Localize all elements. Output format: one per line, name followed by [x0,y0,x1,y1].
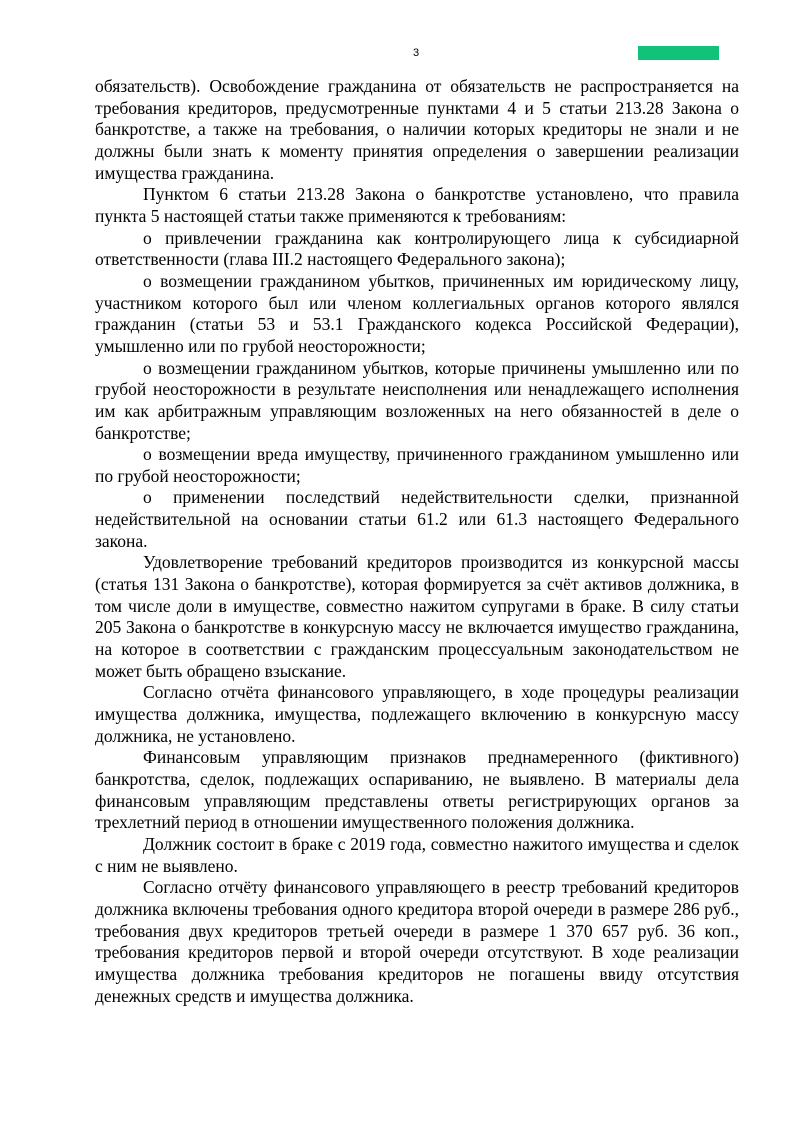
paragraph-creditor-claims: Согласно отчёту финансового управляющего в реестр требований кредиторов должника включены требования одного кредитора второй очереди в размере 286 руб., требования двух кредиторов третьей очереди в размере 1 370 657 руб. 36 коп., требования кредиторов первой и второй очереди отсутствуют. В ходе реализации имущества должника требования кредиторов не погашены ввиду отсутствия денежных средств и имущества должника. [95,877,739,1006]
document-body [95,76,739,1007]
paragraph-losses-manager: о возмещении гражданином убытков, которые причинены умышленно или по грубой неосторожности в результате неисполнения или ненадлежащего исполнения им как арбитражным управляющим возложенных на него обязанностей в деле о банкротстве; [95,357,739,443]
page-number: 3 [412,47,420,59]
paragraph-no-fraud: Финансовым управляющим признаков преднамеренного (фиктивного) банкротства, сделок, подлежащих оспариванию, не выявлено. В материалы дела финансовым управляющим представлены ответы регистрирующих органов за трехлетний период в отношении имущественного положения должника. [95,747,739,833]
paragraph-bankruptcy-estate: Удовлетворение требований кредиторов производится из конкурсной массы (статья 131 Закона о банкротстве), которая формируется за счёт активов должника, в том числе доли в имуществе, совместно нажитом супругами в браке. В силу статьи 205 Закона о банкротстве в конкурсную массу не включается имущество гражданина, на которое в соответствии с гражданским процессуальным законодательством не может быть обращено взыскание. [95,552,739,681]
paragraph-point-6: Пунктом 6 статьи 213.28 Закона о банкротстве установлено, что правила пункта 5 настоящей статьи также применяются к требованиям: [95,184,739,226]
green-stamp-bar [638,46,719,60]
paragraph-manager-report: Согласно отчёта финансового управляющего, в ходе процедуры реализации имущества должника, имущества, подлежащего включению в конкурсную массу должника, не установлено. [95,682,739,746]
paragraph-marriage: Должник состоит в браке с 2019 года, совместно нажитого имущества и сделок с ним не выявлено. [95,833,739,876]
paragraph-property-damage: о возмещении вреда имуществу, причиненного гражданином умышленно или по грубой неосторожности; [95,444,739,486]
paragraph-invalid-transaction: о применении последствий недействительности сделки, признанной недействительной на основании статьи 61.2 или 61.3 настоящего Федерального закона. [95,487,739,551]
paragraph-subsidiary-liability: о привлечении гражданина как контролирующего лица к субсидиарной ответственности (глава III.2 настоящего Федерального закона); [95,227,739,270]
paragraph-release-obligations: обязательств). Освобождение гражданина от обязательств не распространяется на требования кредиторов, предусмотренные пунктами 4 и 5 статьи 213.28 Закона о банкротстве, а также на требования, о наличии которых кредиторы не знали и не должны были знать к моменту принятия определения о завершении реализации имущества гражданина. [95,76,739,183]
paragraph-losses-legal-entity: о возмещении гражданином убытков, причиненных им юридическому лицу, участником которого был или членом коллегиальных органов которого являлся гражданин (статьи 53 и 53.1 Гражданского кодекса Российской Федерации), умышленно или по грубой неосторожности; [95,270,739,356]
